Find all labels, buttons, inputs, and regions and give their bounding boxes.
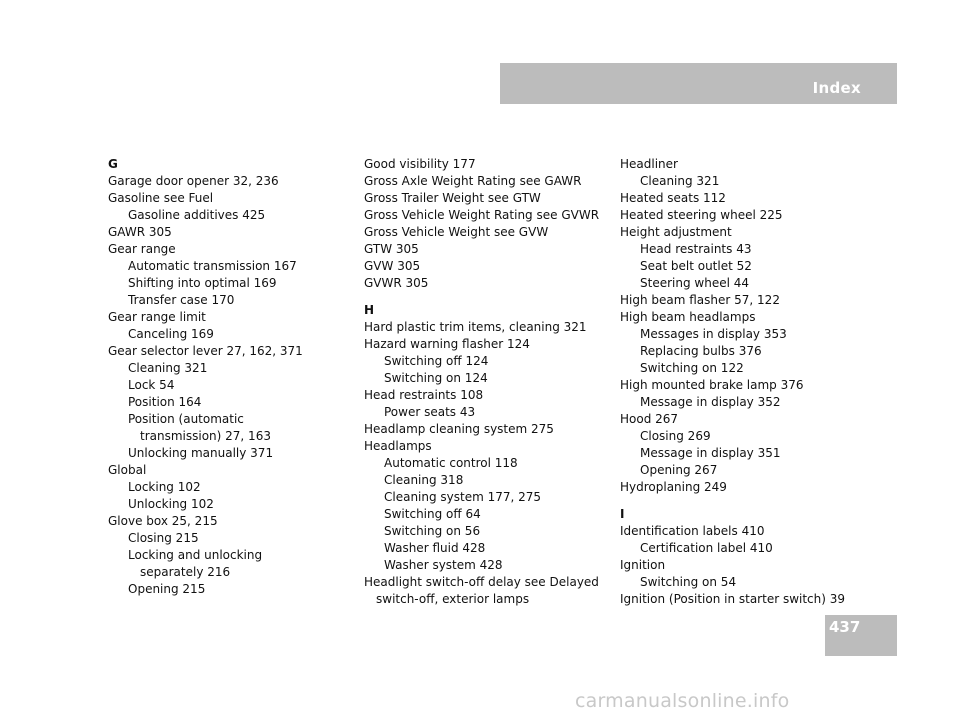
index-subentry: Head restraints 43	[640, 242, 752, 256]
index-subentry: Seat belt outlet 52	[640, 259, 752, 273]
header-bar	[500, 63, 897, 104]
index-subentry: Switching off 124	[384, 354, 489, 368]
index-entry: Hydroplaning 249	[620, 480, 727, 494]
index-column-2	[364, 156, 614, 608]
index-column-3	[620, 156, 870, 608]
page-number-box	[825, 615, 897, 656]
index-entry: Gasoline see Fuel	[108, 191, 214, 205]
index-subentry: Certification label 410	[640, 541, 773, 555]
index-entry: Gear selector lever 27, 162, 371	[108, 344, 303, 358]
index-entry: GVWR 305	[364, 276, 429, 290]
index-entry: Head restraints 108	[364, 388, 484, 402]
index-entry: High beam flasher 57, 122	[620, 293, 780, 307]
index-subentry: Canceling 169	[128, 327, 214, 341]
index-subentry-continuation: transmission) 27, 163	[140, 429, 271, 443]
index-subentry: Transfer case 170	[128, 293, 235, 307]
index-subentry: Lock 54	[128, 378, 175, 392]
index-subentry: Cleaning 321	[640, 174, 720, 188]
page-number: 437	[829, 618, 861, 636]
page-title: Index	[812, 79, 861, 97]
index-subentry: Unlocking 102	[128, 497, 214, 511]
index-subentry: Cleaning 318	[384, 473, 464, 487]
index-entry: Glove box 25, 215	[108, 514, 218, 528]
index-entry: Gross Axle Weight Rating see GAWR	[364, 174, 582, 188]
index-entry: Headlamps	[364, 439, 432, 453]
index-subentry: Washer fluid 428	[384, 541, 486, 555]
index-subentry: Locking and unlocking	[128, 548, 263, 562]
index-entry: Heated seats 112	[620, 191, 726, 205]
index-entry: Headlight switch-off delay see Delayed	[364, 575, 599, 589]
index-entry: Gross Trailer Weight see GTW	[364, 191, 541, 205]
index-subentry: Switching on 124	[384, 371, 488, 385]
index-entry: High beam headlamps	[620, 310, 756, 324]
index-subentry: Steering wheel 44	[640, 276, 749, 290]
index-subentry: Washer system 428	[384, 558, 503, 572]
index-entry: Gross Vehicle Weight see GVW	[364, 225, 549, 239]
index-subentry: Messages in display 353	[640, 327, 787, 341]
index-entry: Headliner	[620, 157, 678, 171]
index-entry-continuation: switch-off, exterior lamps	[376, 592, 530, 606]
section-letter-g: G	[108, 157, 118, 171]
index-entry: Ignition	[620, 558, 666, 572]
index-column-1	[108, 156, 358, 598]
index-entry: Hard plastic trim items, cleaning 321	[364, 320, 587, 334]
index-entry: Gear range	[108, 242, 176, 256]
index-entry: Garage door opener 32, 236	[108, 174, 279, 188]
index-entry: Heated steering wheel 225	[620, 208, 783, 222]
index-subentry: Locking 102	[128, 480, 201, 494]
index-entry: Hazard warning flasher 124	[364, 337, 530, 351]
index-entry: Global	[108, 463, 147, 477]
index-subentry: Message in display 351	[640, 446, 781, 460]
index-subentry: Opening 267	[640, 463, 718, 477]
index-subentry: Power seats 43	[384, 405, 476, 419]
index-entry: Gear range limit	[108, 310, 206, 324]
index-subentry: Switching on 56	[384, 524, 481, 538]
index-entry: Headlamp cleaning system 275	[364, 422, 554, 436]
index-subentry: Switching on 54	[640, 575, 737, 589]
index-subentry: Shifting into optimal 169	[128, 276, 277, 290]
section-letter-i: I	[620, 507, 625, 521]
index-subentry: Position (automatic	[128, 412, 244, 426]
index-subentry: Closing 269	[640, 429, 711, 443]
section-letter-h: H	[364, 303, 375, 317]
index-subentry: Closing 215	[128, 531, 199, 545]
index-subentry: Gasoline additives 425	[128, 208, 266, 222]
index-subentry: Replacing bulbs 376	[640, 344, 762, 358]
watermark: carmanualsonline.info	[575, 690, 790, 712]
index-subentry: Unlocking manually 371	[128, 446, 274, 460]
index-entry: GTW 305	[364, 242, 419, 256]
index-subentry: Switching on 122	[640, 361, 744, 375]
index-subentry: Position 164	[128, 395, 202, 409]
index-entry: High mounted brake lamp 376	[620, 378, 804, 392]
index-entry: Good visibility 177	[364, 157, 476, 171]
index-entry: Height adjustment	[620, 225, 732, 239]
index-entry: Ignition (Position in starter switch) 39	[620, 592, 846, 606]
index-entry: Identification labels 410	[620, 524, 765, 538]
index-subentry: Opening 215	[128, 582, 206, 596]
index-subentry: Automatic control 118	[384, 456, 518, 470]
index-subentry: Switching off 64	[384, 507, 481, 521]
index-entry: GAWR 305	[108, 225, 172, 239]
index-subentry: Message in display 352	[640, 395, 781, 409]
index-entry: GVW 305	[364, 259, 421, 273]
index-subentry: Automatic transmission 167	[128, 259, 297, 273]
index-entry: Hood 267	[620, 412, 679, 426]
index-subentry: Cleaning system 177, 275	[384, 490, 542, 504]
index-subentry: Cleaning 321	[128, 361, 208, 375]
index-subentry-continuation: separately 216	[140, 565, 231, 579]
index-entry: Gross Vehicle Weight Rating see GVWR	[364, 208, 600, 222]
